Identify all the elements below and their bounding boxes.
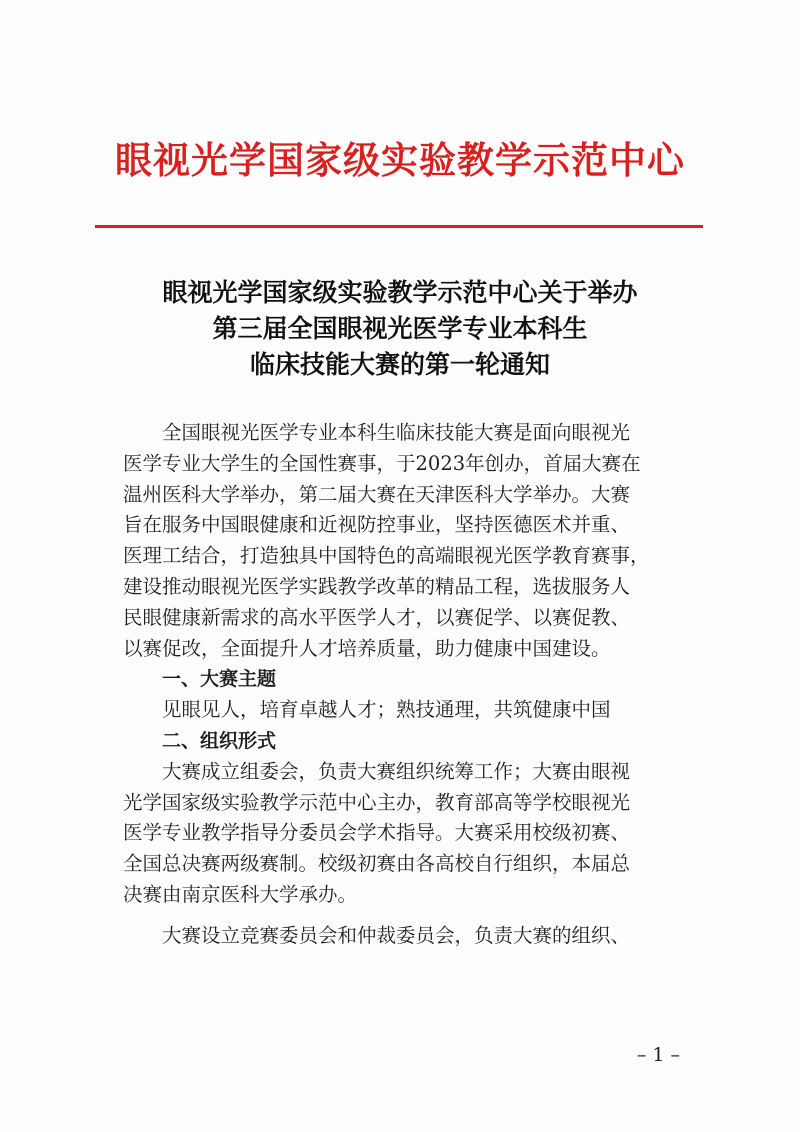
- document-body: [123, 418, 683, 952]
- section-heading-organization: 二、组织形式: [162, 729, 277, 752]
- title-line-2: 第三届全国眼视光医学专业本科生: [212, 314, 588, 343]
- paragraph-gap: [123, 911, 683, 921]
- organization-line: 全国总决赛两级赛制。校级初赛由各高校自行组织，本届总: [123, 852, 631, 876]
- page-number: – 1 –: [636, 1044, 680, 1066]
- intro-line: 以赛促改，全面提升人才培养质量，助力健康中国建设。: [123, 636, 611, 660]
- intro-line: 温州医科大学举办，第二届大赛在天津医科大学举办。大赛: [123, 482, 631, 506]
- intro-line: 全国眼视光医学专业本科生临床技能大赛是面向眼视光: [162, 421, 631, 444]
- organization-line: 大赛成立组委会，负责大赛组织统筹工作；大赛由眼视: [162, 759, 631, 783]
- title-line-3: 临床技能大赛的第一轮通知: [249, 350, 550, 379]
- title-line-1: 眼视光学国家级实验教学示范中心关于举办: [162, 278, 638, 307]
- intro-line: 建设推动眼视光医学实践教学改革的精品工程，选拔服务人: [123, 574, 631, 598]
- intro-line: 旨在服务中国眼健康和近视防控事业，坚持医德医术并重、: [123, 513, 631, 537]
- organization-line: 光学国家级实验教学示范中心主办，教育部高等学校眼视光: [123, 790, 631, 814]
- organization-para2-line: 大赛设立竞赛委员会和仲裁委员会，负责大赛的组织、: [162, 923, 631, 947]
- organization-line: 决赛由南京医科大学承办。: [123, 882, 358, 906]
- document-title: [0, 275, 800, 383]
- section-heading-theme: 一、大赛主题: [162, 668, 277, 691]
- red-divider: [95, 225, 703, 228]
- organization-line: 医学专业教学指导分委员会学术指导。大赛采用校级初赛、: [123, 821, 631, 845]
- section-theme-text: 见眼见人，培育卓越人才；熟技通理，共筑健康中国: [162, 698, 611, 722]
- intro-line: 医学专业大学生的全国性赛事，于2023年创办，首届大赛在: [123, 451, 641, 475]
- org-header-title: 眼视光学国家级实验教学示范中心: [115, 138, 685, 182]
- intro-line: 医理工结合，打造独具中国特色的高端眼视光医学教育赛事，: [123, 544, 650, 568]
- intro-line: 民眼健康新需求的高水平医学人才，以赛促学、以赛促教、: [123, 605, 631, 629]
